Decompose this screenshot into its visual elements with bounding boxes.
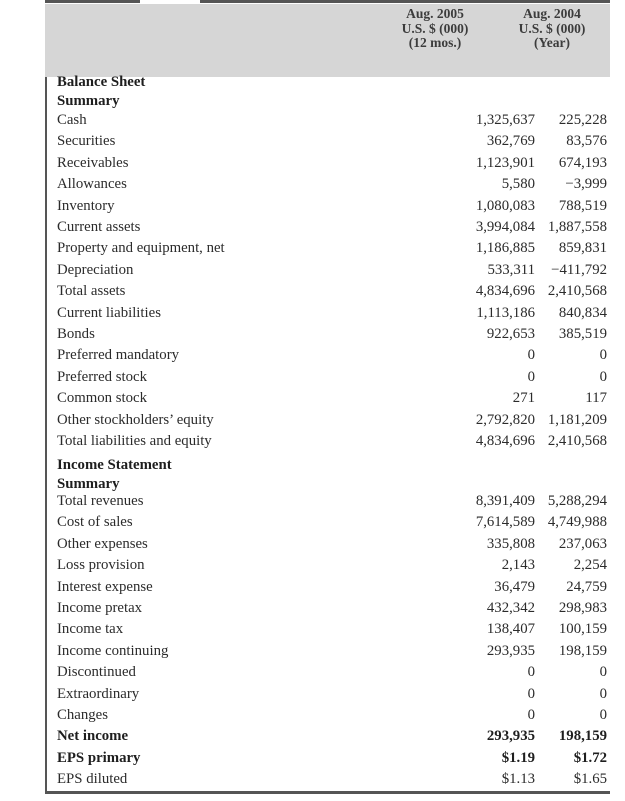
- table-row: [57, 491, 607, 512]
- table-row: [57, 769, 607, 790]
- row-label: Interest expense: [57, 578, 153, 595]
- row-label: Extraordinary: [57, 685, 140, 702]
- value-2005: 4,834,696: [475, 283, 535, 300]
- value-2004: 788,519: [558, 197, 607, 214]
- row-label: Other stockholders’ equity: [57, 411, 214, 428]
- row-label: Inventory: [57, 197, 115, 214]
- value-2005: 138,407: [486, 621, 535, 638]
- row-label: Receivables: [57, 154, 129, 171]
- value-2004: 385,519: [558, 326, 607, 342]
- column-header-2004: [497, 7, 607, 51]
- value-2005: 0: [527, 664, 535, 681]
- value-2005: 1,113,186: [476, 304, 535, 321]
- value-2004: 1,887,558: [547, 219, 607, 235]
- table-row: [57, 260, 607, 281]
- section-heading-line: Income Statement: [57, 457, 172, 473]
- value-2004: 1,181,209: [547, 411, 607, 428]
- value-2004: 237,063: [558, 535, 607, 552]
- table-row: [57, 174, 607, 195]
- value-2004: 298,983: [558, 600, 607, 616]
- value-2005: $1.13: [501, 771, 535, 788]
- value-2004: 24,759: [566, 578, 607, 595]
- value-2005: 4,834,696: [475, 433, 535, 449]
- value-2004: 0: [599, 707, 607, 723]
- value-2004: 674,193: [558, 154, 607, 171]
- row-label: Current assets: [57, 219, 141, 235]
- value-2004: 2,410,568: [547, 283, 607, 300]
- column-header-line: (12 mos.): [408, 35, 462, 50]
- value-2005: $1.19: [501, 749, 535, 766]
- value-2005: 362,769: [486, 133, 535, 150]
- value-2005: 1,080,083: [475, 197, 535, 214]
- value-2005: 0: [527, 347, 535, 364]
- table-row: [57, 577, 607, 598]
- table-row: [57, 345, 607, 366]
- table-row: [57, 662, 607, 683]
- column-header-line: Aug. 2004: [523, 6, 581, 21]
- income-statement-heading: [57, 456, 357, 494]
- table-row: [57, 598, 607, 619]
- value-2004: 0: [599, 368, 607, 385]
- row-label: Total liabilities and equity: [57, 433, 212, 449]
- row-label: EPS diluted: [57, 771, 128, 788]
- value-2004: 2,254: [573, 557, 607, 574]
- row-label: EPS primary: [57, 749, 141, 766]
- value-2005: 1,123,901: [475, 154, 535, 171]
- table-row: [57, 705, 607, 726]
- table-row: [57, 512, 607, 533]
- top-rule-gap: [140, 0, 200, 3]
- column-header-2005: [380, 7, 490, 51]
- value-2004: 0: [599, 664, 607, 681]
- value-2004: 198,159: [558, 728, 607, 745]
- table-row: [57, 238, 607, 259]
- value-2005: 7,614,589: [475, 514, 535, 531]
- value-2004: 117: [585, 390, 607, 407]
- value-2005: 0: [527, 685, 535, 702]
- row-label: Other expenses: [57, 535, 148, 552]
- table-row: [57, 748, 607, 769]
- value-2005: 2,792,820: [475, 411, 535, 428]
- row-label: Discontinued: [57, 664, 136, 681]
- value-2004: 198,159: [558, 642, 607, 659]
- column-header-line: U.S. $ (000): [401, 20, 469, 36]
- table-row: [57, 131, 607, 152]
- value-2005: 0: [527, 368, 535, 385]
- table-row: [57, 410, 607, 431]
- row-label: Cash: [57, 112, 87, 128]
- value-2005: 293,935: [486, 642, 535, 659]
- value-2005: 922,653: [486, 326, 535, 342]
- value-2005: 3,994,084: [475, 219, 535, 235]
- row-label: Loss provision: [57, 557, 145, 574]
- balance-sheet-heading: [57, 73, 357, 111]
- row-label: Net income: [57, 728, 129, 745]
- section-heading-line: Summary: [57, 93, 120, 109]
- row-label: Securities: [57, 133, 116, 150]
- value-2004: −3,999: [565, 176, 607, 193]
- table-row: [57, 217, 607, 238]
- table-row: [57, 367, 607, 388]
- row-label: Total revenues: [57, 493, 144, 509]
- value-2004: 83,576: [566, 133, 607, 150]
- table-row: [57, 431, 607, 452]
- table-row: [57, 555, 607, 576]
- table-row: [57, 281, 607, 302]
- table-row: [57, 684, 607, 705]
- row-label: Total assets: [57, 283, 126, 300]
- table-row: [57, 619, 607, 640]
- row-label: Current liabilities: [57, 304, 161, 321]
- value-2005: 8,391,409: [475, 493, 535, 509]
- top-rule: [45, 0, 610, 3]
- value-2005: 0: [527, 707, 535, 723]
- value-2005: 5,580: [501, 176, 535, 193]
- value-2004: 0: [599, 685, 607, 702]
- value-2004: 859,831: [558, 240, 607, 257]
- section-heading-line: Summary: [57, 476, 120, 492]
- row-label: Preferred stock: [57, 368, 147, 385]
- table-row: [57, 324, 607, 345]
- value-2004: $1.72: [573, 749, 607, 766]
- column-header-line: (Year): [534, 35, 570, 50]
- value-2004: 5,288,294: [547, 493, 607, 509]
- row-label: Income tax: [57, 621, 124, 638]
- value-2005: 335,808: [486, 535, 535, 552]
- bottom-rule: [45, 791, 610, 794]
- table-row: [57, 534, 607, 555]
- row-label: Common stock: [57, 390, 148, 407]
- row-label: Property and equipment, net: [57, 240, 225, 257]
- value-2005: 1,325,637: [475, 112, 535, 128]
- row-label: Income pretax: [57, 600, 143, 616]
- value-2005: 533,311: [487, 261, 535, 278]
- row-label: Changes: [57, 707, 108, 723]
- table-row: [57, 388, 607, 409]
- table-row: [57, 153, 607, 174]
- column-header-line: U.S. $ (000): [518, 20, 586, 36]
- value-2004: 840,834: [558, 304, 607, 321]
- table-row: [57, 303, 607, 324]
- table-row: [57, 726, 607, 747]
- value-2005: 36,479: [494, 578, 535, 595]
- row-label: Income continuing: [57, 642, 169, 659]
- left-rule: [45, 77, 47, 793]
- value-2004: $1.65: [573, 771, 607, 788]
- value-2004: 2,410,568: [547, 433, 607, 449]
- row-label: Bonds: [57, 326, 95, 342]
- section-heading-line: Balance Sheet: [57, 74, 146, 90]
- value-2005: 432,342: [486, 600, 535, 616]
- value-2004: −411,792: [551, 261, 607, 278]
- column-header-line: Aug. 2005: [406, 6, 464, 21]
- value-2005: 2,143: [501, 557, 535, 574]
- value-2004: 100,159: [558, 621, 607, 638]
- value-2004: 0: [599, 347, 607, 364]
- row-label: Depreciation: [57, 261, 134, 278]
- value-2005: 293,935: [486, 728, 535, 745]
- value-2004: 4,749,988: [547, 514, 607, 531]
- value-2005: 271: [512, 390, 535, 407]
- table-row: [57, 110, 607, 131]
- row-label: Cost of sales: [57, 514, 133, 531]
- row-label: Allowances: [57, 176, 127, 193]
- value-2004: 225,228: [558, 112, 607, 128]
- table-row: [57, 196, 607, 217]
- row-label: Preferred mandatory: [57, 347, 180, 364]
- value-2005: 1,186,885: [475, 240, 535, 257]
- table-row: [57, 641, 607, 662]
